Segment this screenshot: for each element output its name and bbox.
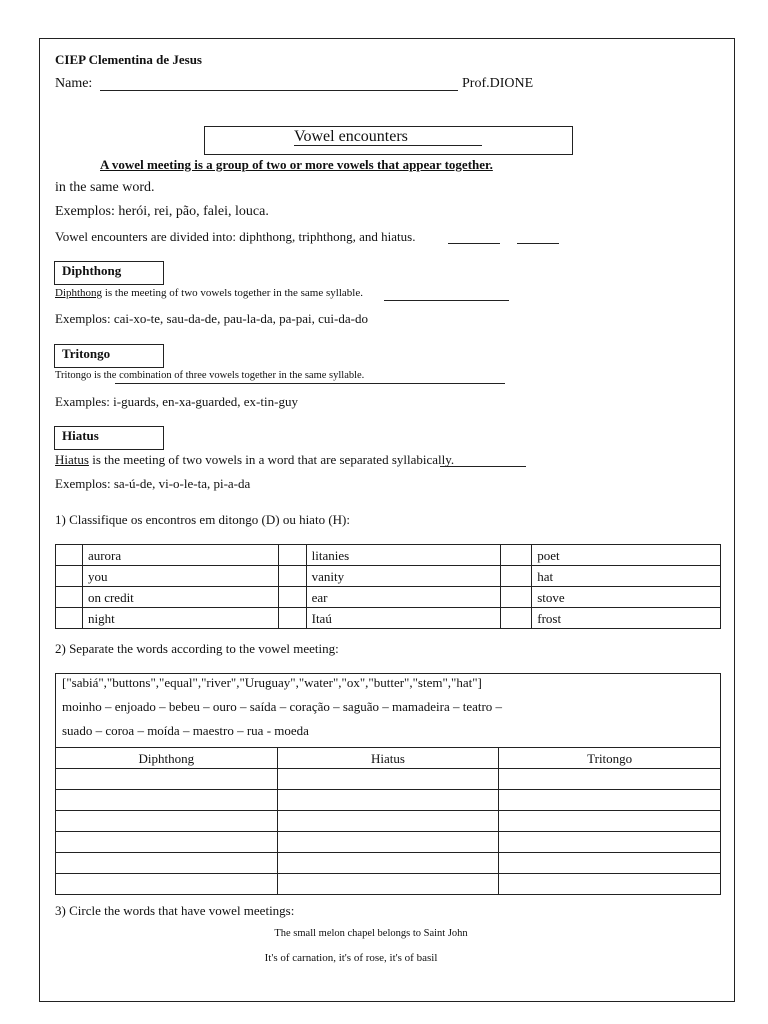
- answer-cell[interactable]: [499, 769, 721, 790]
- word-cell: you: [82, 566, 278, 587]
- answer-cell[interactable]: [501, 545, 532, 566]
- table-row: [56, 874, 721, 895]
- answer-cell[interactable]: [277, 790, 499, 811]
- column-header-diphthong: Diphthong: [56, 748, 278, 769]
- blank-line-1: [448, 243, 500, 244]
- answer-cell[interactable]: [278, 608, 306, 629]
- tritongo-heading: Tritongo: [62, 346, 111, 361]
- diphthong-underline: [384, 300, 509, 301]
- exercise3-sentence-1: The small melon chapel belongs to Saint John: [274, 928, 468, 939]
- answer-cell[interactable]: [499, 832, 721, 853]
- column-header-tritongo: Tritongo: [499, 748, 721, 769]
- word-bank-line3: suado – coroa – moída – maestro – rua - moeda: [62, 723, 309, 738]
- name-blank-line[interactable]: [100, 90, 458, 91]
- hiatus-underline: [440, 466, 526, 467]
- exercise1-table: [55, 544, 721, 629]
- answer-cell[interactable]: [501, 608, 532, 629]
- school-name: CIEP Clementina de Jesus: [55, 52, 202, 67]
- word-bank-line1: ["sabiá","buttons","equal","river","Uruguay","water","ox","butter","stem","hat"]: [62, 675, 482, 690]
- answer-cell[interactable]: [56, 545, 83, 566]
- answer-cell[interactable]: [56, 566, 83, 587]
- word-cell: poet: [532, 545, 721, 566]
- blank-line-2: [517, 243, 559, 244]
- table-row: [56, 769, 721, 790]
- intro-continuation: in the same word.: [55, 180, 155, 195]
- word-cell: Itaú: [306, 608, 501, 629]
- answer-cell[interactable]: [278, 587, 306, 608]
- word-cell: litanies: [306, 545, 501, 566]
- answer-cell[interactable]: [501, 587, 532, 608]
- table-row: [56, 608, 721, 629]
- word-cell: night: [82, 608, 278, 629]
- exercise2-prompt: 2) Separate the words according to the vowel meeting:: [55, 641, 339, 656]
- answer-cell[interactable]: [56, 587, 83, 608]
- answer-cell[interactable]: [499, 811, 721, 832]
- answer-cell[interactable]: [499, 790, 721, 811]
- name-label: Name:: [55, 76, 93, 91]
- hiatus-term: Hiatus: [55, 452, 89, 467]
- hiatus-definition-text: is the meeting of two vowels in a word that are separated syllabically.: [88, 452, 455, 467]
- table-row: [56, 566, 721, 587]
- word-cell: stove: [532, 587, 721, 608]
- answer-cell[interactable]: [277, 811, 499, 832]
- page-title: Vowel encounters: [294, 128, 408, 145]
- answer-cell[interactable]: [501, 566, 532, 587]
- diphthong-heading: Diphthong: [62, 263, 122, 278]
- diphthong-definition-text: is the meeting of two vowels together in the same syllable.: [102, 287, 363, 299]
- answer-cell[interactable]: [56, 832, 278, 853]
- answer-cell[interactable]: [499, 853, 721, 874]
- answer-cell[interactable]: [56, 811, 278, 832]
- answer-cell[interactable]: [277, 874, 499, 895]
- title-underline: [294, 145, 482, 146]
- answer-cell[interactable]: [56, 853, 278, 874]
- hiatus-definition: [55, 452, 454, 468]
- table-row: [56, 853, 721, 874]
- table-row: [56, 811, 721, 832]
- word-cell: aurora: [82, 545, 278, 566]
- exercise3-prompt: 3) Circle the words that have vowel meetings:: [55, 903, 295, 918]
- table-row: [56, 832, 721, 853]
- diphthong-examples: Exemplos: cai-xo-te, sau-da-de, pau-la-da, pa-pai, cui-da-do: [55, 311, 368, 326]
- answer-cell[interactable]: [499, 874, 721, 895]
- table-row: [56, 545, 721, 566]
- word-bank-line2: moinho – enjoado – bebeu – ouro – saída – coração – saguão – mamadeira – teatro –: [62, 699, 503, 714]
- answer-cell[interactable]: [56, 769, 278, 790]
- word-cell: frost: [532, 608, 721, 629]
- answer-cell[interactable]: [277, 769, 499, 790]
- column-header-hiatus: Hiatus: [277, 748, 499, 769]
- tritongo-definition: Tritongo is the combination of three vowels together in the same syllable.: [55, 370, 365, 381]
- answer-cell[interactable]: [277, 832, 499, 853]
- exercise3-line1: [0, 928, 768, 939]
- answer-cell[interactable]: [277, 853, 499, 874]
- answer-cell[interactable]: [56, 790, 278, 811]
- intro-examples: Exemplos: herói, rei, pão, falei, louca.: [55, 204, 269, 219]
- teacher-name: Prof.DIONE: [462, 76, 534, 91]
- diphthong-definition: [55, 287, 363, 299]
- answer-cell[interactable]: [278, 566, 306, 587]
- table-row: [56, 587, 721, 608]
- answer-cell[interactable]: [56, 874, 278, 895]
- answer-cell[interactable]: [56, 608, 83, 629]
- hiatus-heading: Hiatus: [62, 428, 99, 443]
- tritongo-examples: Examples: i-guards, en-xa-guarded, ex-tin-guy: [55, 394, 298, 409]
- table-row: [56, 790, 721, 811]
- word-cell: on credit: [82, 587, 278, 608]
- exercise2-table: [55, 747, 721, 895]
- tritongo-underline: [115, 383, 505, 384]
- word-cell: vanity: [306, 566, 501, 587]
- exercise3-line2: [0, 952, 768, 964]
- hiatus-examples: Exemplos: sa-ú-de, vi-o-le-ta, pi-a-da: [55, 476, 251, 491]
- word-cell: ear: [306, 587, 501, 608]
- exercise3-sentence-2: It's of carnation, it's of rose, it's of basil: [264, 952, 438, 964]
- intro-definition: A vowel meeting is a group of two or more vowels that appear together.: [100, 157, 493, 172]
- diphthong-term: Diphthong: [55, 287, 103, 299]
- exercise1-prompt: 1) Classifique os encontros em ditongo (D) ou hiato (H):: [55, 512, 350, 527]
- word-cell: hat: [532, 566, 721, 587]
- answer-cell[interactable]: [278, 545, 306, 566]
- intro-divided: Vowel encounters are divided into: diphthong, triphthong, and hiatus.: [55, 229, 416, 244]
